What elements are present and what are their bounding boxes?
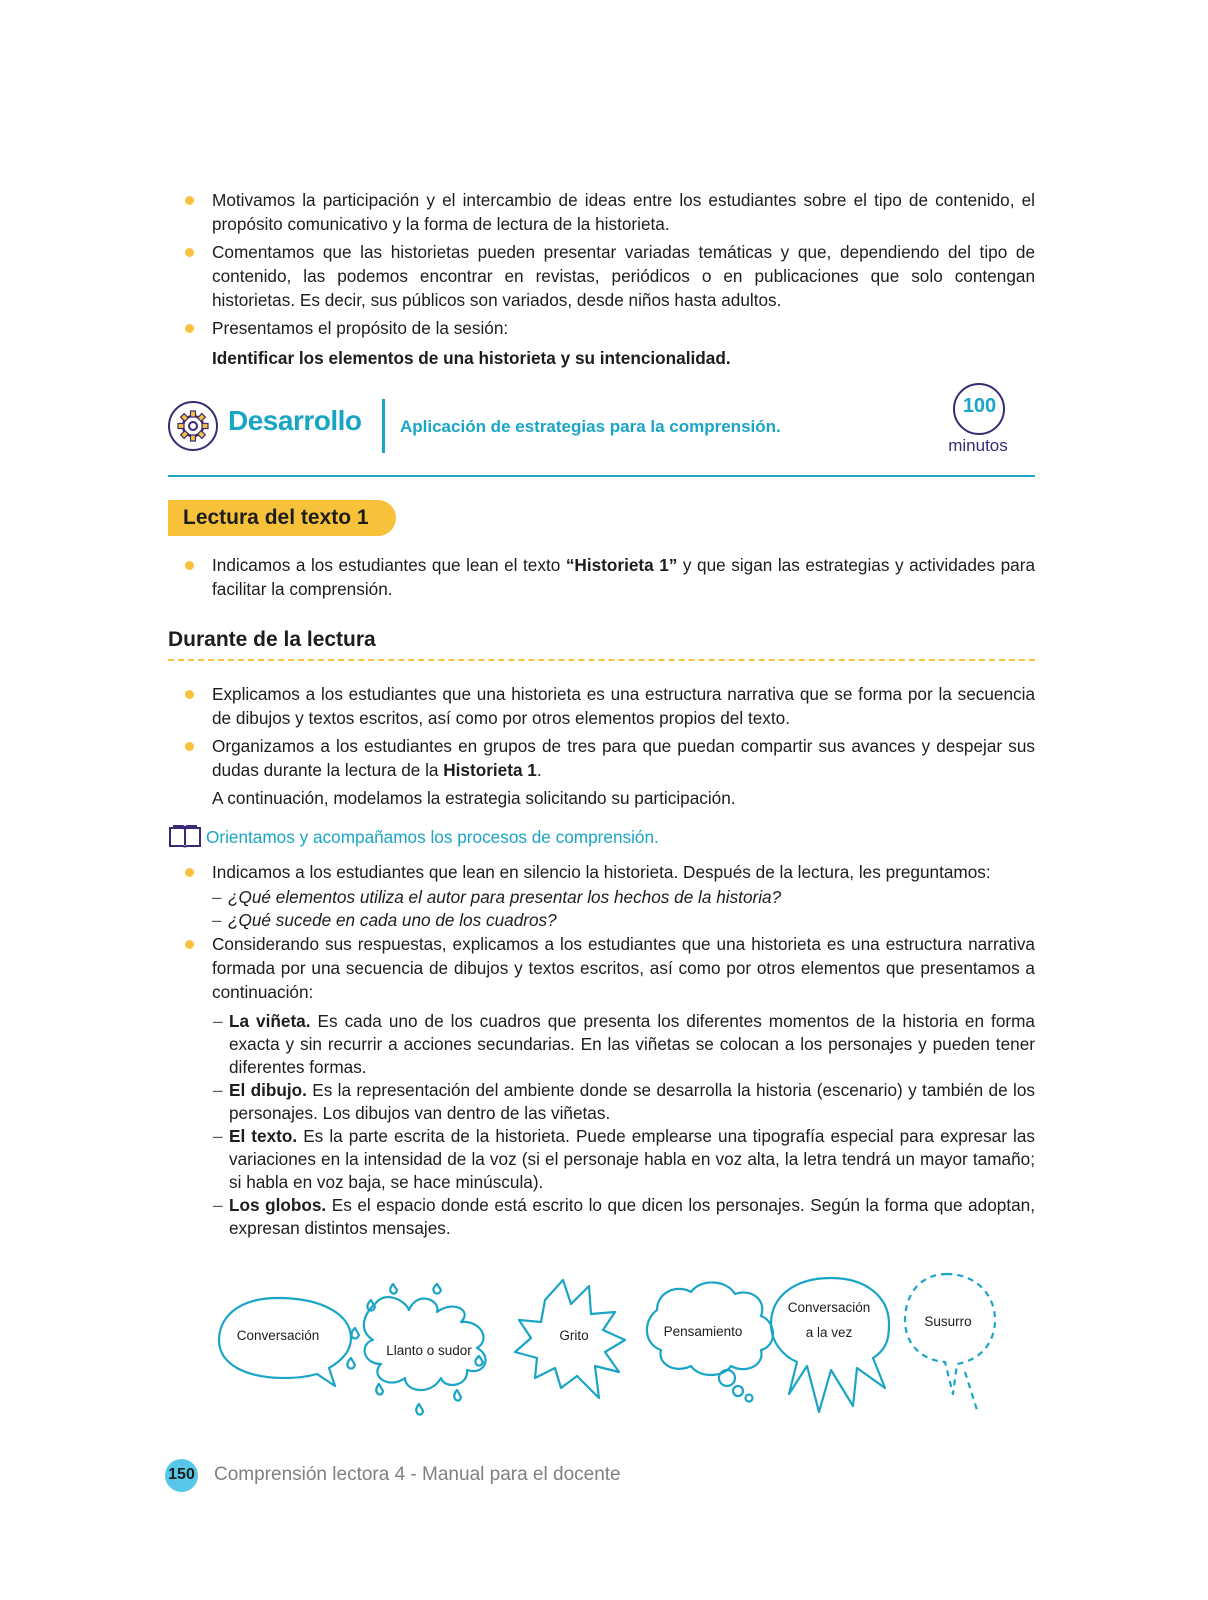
list-item: Explicamos a los estudiantes que una historieta es una estructura narrativa que se forma por la secuencia de dibujos y textos escritos, así como por otros elementos propios del texto. <box>168 682 1035 730</box>
question-item: – ¿Qué elementos utiliza el autor para presentar los hechos de la historia? <box>168 886 1035 909</box>
gear-icon <box>168 401 218 451</box>
list-item: Indicamos a los estudiantes que lean en silencio la historieta. Después de la lectura, les preguntamos: <box>168 860 1035 884</box>
balloon-label: a la vez <box>805 1325 853 1340</box>
intro-bullets <box>168 188 1035 370</box>
divider <box>168 475 1035 477</box>
list-item: Motivamos la participación y el intercambio de ideas entre los estudiantes sobre el tipo de contenido, el propósito comunicativo y la forma de lectura de la historieta. <box>168 188 1035 236</box>
minutes-value: 100 <box>962 395 997 417</box>
section-subtitle: Aplicación de estrategias para la comprensión. <box>400 417 781 436</box>
strategy-text: Orientamos y acompañamos los procesos de comprensión. <box>206 827 659 847</box>
balloon-whisper <box>905 1274 995 1394</box>
section-title: Desarrollo <box>228 405 362 436</box>
minutes-label: minutos <box>948 436 1008 455</box>
footer-title: Comprensión lectora 4 - Manual para el docente <box>214 1464 621 1485</box>
list-item: Indicamos a los estudiantes que lean el texto “Historieta 1” y que sigan las estrategias y actividades para facilitar la comprensión. <box>168 553 1035 601</box>
balloon-group-conversation <box>771 1278 889 1412</box>
during-bullets <box>168 682 1035 810</box>
element-item: – La viñeta. Es cada uno de los cuadros que presenta los diferentes momentos de la historia en forma exacta y sin recurrir a acciones secundarias. En las viñetas se colocan a los personajes y pueden tener diferentes formas. <box>168 1010 1035 1079</box>
element-item: – El dibujo. Es la representación del ambiente donde se desarrolla la historia (escenario) y también de los personajes. Los dibujos van dentro de las viñetas. <box>168 1079 1035 1125</box>
reading-tag <box>168 500 396 536</box>
balloon-label: Llanto o sudor <box>386 1343 472 1358</box>
divider <box>168 659 1035 661</box>
balloon-label: Grito <box>559 1328 589 1343</box>
question-item: – ¿Qué sucede en cada uno de los cuadros? <box>168 909 1035 932</box>
page-number: 150 <box>168 1466 195 1483</box>
session-purpose: Identificar los elementos de una historieta y su intencionalidad. <box>212 348 731 368</box>
list-item: Presentamos el propósito de la sesión: <box>168 316 1035 340</box>
book-icon <box>168 825 202 849</box>
element-item: – Los globos. Es el espacio donde está escrito lo que dicen los personajes. Según la forma que adoptan, expresan distintos mensajes. <box>168 1194 1035 1240</box>
list-item: Comentamos que las historietas pueden presentar variadas temáticas y que, dependiendo del tipo de contenido, las podemos encontrar en revistas, periódicos o en publicaciones que solo contengan historietas. Es decir, sus públicos son variados, desde niños hasta adultos. <box>168 240 1035 312</box>
strategy-bullets <box>168 860 1035 1240</box>
section-header <box>168 383 1035 483</box>
balloon-label: Pensamiento <box>663 1324 743 1339</box>
note: A continuación, modelamos la estrategia solicitando su participación. <box>212 788 736 808</box>
balloon-label: Conversación <box>787 1300 871 1315</box>
balloon-label: Susurro <box>924 1314 972 1329</box>
balloon-label: Conversación <box>236 1328 320 1343</box>
list-item: Organizamos a los estudiantes en grupos de tres para que puedan compartir sus avances y despejar sus dudas durante la lectura de la Historieta 1. <box>168 734 1035 782</box>
divider <box>382 399 385 453</box>
subsection-title: Durante de la lectura <box>168 628 376 651</box>
element-item: – El texto. Es la parte escrita de la historieta. Puede emplearse una tipografía especial para expresar las variaciones en la intensidad de la voz (si el personaje habla en voz alta, la letra tendrá un mayor tamaño; si habla en voz baja, se hace minúscula). <box>168 1125 1035 1194</box>
speech-balloons-illustration <box>205 1260 1025 1420</box>
list-item: Considerando sus respuestas, explicamos a los estudiantes que una historieta es una estructura narrativa formada por una secuencia de dibujos y textos escritos, así como por otros elementos que presentamos a continuación: <box>168 932 1035 1004</box>
reading-bullets <box>168 553 1035 605</box>
reading-tag-label: Lectura del texto 1 <box>183 506 369 529</box>
